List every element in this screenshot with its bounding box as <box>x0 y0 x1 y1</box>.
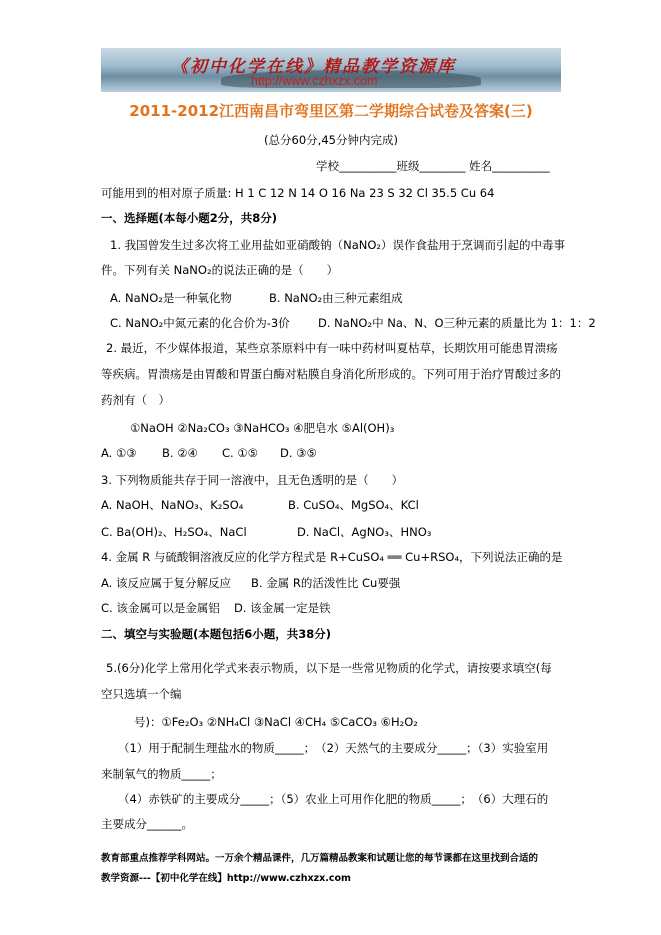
banner-url: http://www.czhxzx.com <box>251 74 378 88</box>
q4-option-c: C. 该金属可以是金属铝 <box>101 601 220 615</box>
q2-text: 等疾病。胃溃疡是由胃酸和胃蛋白酶对粘膜自身消化所形成的。下列可用于治疗胃酸过多的 <box>101 367 561 381</box>
q4-option-a: A. 该反应属于复分解反应 <box>101 576 231 590</box>
student-info-line: 学校__________班级________ 姓名__________ <box>316 159 550 173</box>
q3-option-a: A. NaOH、NaNO₃、K₂SO₄ <box>101 498 244 512</box>
q1-option-c: C. NaNO₂中氮元素的化合价为-3价 <box>110 316 290 330</box>
footer-text: 教育部重点推荐学科网站。一万余个精品课件，几万篇精品教案和试题让您的每节课都在这里找到合适的 <box>101 853 539 864</box>
q1-option-d: D. NaNO₂中 Na、N、O三种元素的质量比为 1：1：2 <box>318 316 596 330</box>
q2-option-d: D. ③⑤ <box>280 446 317 460</box>
banner-title: 《初中化学在线》精品教学资源库 <box>171 57 456 77</box>
q2-text: 2. 最近，不少媒体报道，某些京茶原料中有一味中药材叫夏枯草，长期饮用可能患胃溃疡 <box>106 341 558 355</box>
q3-option-d: D. NaCl、AgNO₃、HNO₃ <box>297 525 432 539</box>
q2-text: 药剂有（ ） <box>101 393 170 407</box>
banner-image <box>101 48 561 92</box>
q5-blank-line: （4）赤铁矿的主要成分_____；（5）农业上可用作化肥的物质_____； （6）大理石的 <box>118 792 549 806</box>
q2-option-b: B. ②④ <box>162 446 198 460</box>
q2-items: ①NaOH ②Na₂CO₃ ③NaHCO₃ ④肥皂水 ⑤Al(OH)₃ <box>130 421 395 435</box>
q3-text: 3. 下列物质能共存于同一溶液中，且无色透明的是（ ） <box>101 473 404 487</box>
q3-option-b: B. CuSO₄、MgSO₄、KCl <box>288 498 419 512</box>
q5-blank-line: 来制氧气的物质_____； <box>101 767 222 781</box>
q1-text: 件。下列有关 NaNO₂的说法正确的是（ ） <box>101 263 339 277</box>
q5-text: 5.(6分)化学上常用化学式来表示物质，以下是一些常见物质的化学式，请按要求填空(每 <box>106 661 552 675</box>
q1-option-b: B. NaNO₂由三种元素组成 <box>269 291 403 305</box>
q1-text: 1. 我国曾发生过多次将工业用盐如亚硝酸钠（NaNO₂）误作食盐用于烹调而引起的中毒事 <box>110 238 566 252</box>
q3-option-c: C. Ba(OH)₂、H₂SO₄、NaCl <box>101 525 247 539</box>
q5-blank-line: 主要成分______。 <box>101 817 193 831</box>
page-title: 2011-2012江西南昌市弯里区第二学期综合试卷及答案(三) <box>129 102 533 120</box>
q5-substances: 号)：①Fe₂O₃ ②NH₄Cl ③NaCl ④CH₄ ⑤CaCO₃ ⑥H₂O₂ <box>134 715 418 729</box>
q2-option-a: A. ①③ <box>101 446 137 460</box>
q5-text: 空只选填一个编 <box>101 687 182 701</box>
q5-blank-line: （1）用于配制生理盐水的物质_____； （2）天然气的主要成分_____；（3）实验室用 <box>118 741 549 755</box>
section-1-heading: 一、选择题(本每小题2分，共8分) <box>101 211 278 225</box>
q4-text: 4. 金属 R 与硫酸铜溶液反应的化学方程式是 R+CuSO₄ ══ Cu+RSO₄，下列说法正确的是 <box>101 550 563 564</box>
atomic-masses: 可能用到的相对原子质量: H 1 C 12 N 14 O 16 Na 23 S 32 Cl 35.5 Cu 64 <box>101 186 495 200</box>
subtitle: (总分60分,45分钟内完成) <box>264 133 398 147</box>
q4-option-b: B. 金属 R的活泼性比 Cu要强 <box>251 576 401 590</box>
q4-option-d: D. 该金属一定是铁 <box>234 601 331 615</box>
section-2-heading: 二、填空与实验题(本题包括6小题，共38分) <box>101 627 332 641</box>
q2-option-c: C. ①⑤ <box>222 446 258 460</box>
footer-link[interactable]: 教学资源---【初中化学在线】http://www.czhxzx.com <box>101 873 351 884</box>
q1-option-a: A. NaNO₂是一种氧化物 <box>110 291 232 305</box>
